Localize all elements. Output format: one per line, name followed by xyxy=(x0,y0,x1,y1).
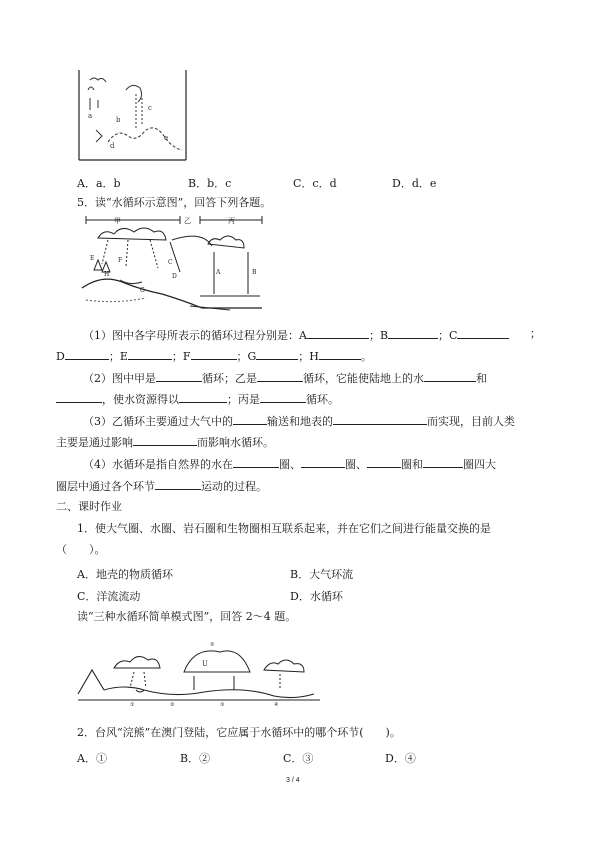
svg-text:D: D xyxy=(172,273,177,280)
svg-text:c: c xyxy=(148,104,152,112)
page-number: 3 / 4 xyxy=(286,777,300,784)
question-5-title: 5．读“水循环示意图”，回答下列各题。 xyxy=(77,196,272,209)
svg-text:③: ③ xyxy=(220,702,225,708)
q5-part4-line2: 圈层中通过各个环节 运动的过程。 xyxy=(56,480,267,493)
svg-text:②: ② xyxy=(170,702,175,708)
figure-water-cycle-diagram xyxy=(80,214,270,314)
q2-option-a: A．① xyxy=(77,752,107,765)
svg-text:U: U xyxy=(202,660,208,668)
svg-text:C: C xyxy=(168,259,173,266)
option-c: C．c．d xyxy=(293,177,337,190)
svg-text:①: ① xyxy=(130,702,135,708)
svg-text:G: G xyxy=(140,287,145,294)
svg-text:乙: 乙 xyxy=(184,217,191,225)
svg-text:B: B xyxy=(252,269,257,276)
question-2-stem: 2．台风“浣熊”在澳门登陆，它应属于水循环中的哪个环节( )。 xyxy=(77,726,401,739)
option-d: D．d．e xyxy=(392,177,437,190)
q1-option-d: D．水循环 xyxy=(290,590,343,603)
q5-part3-line1: （3）乙循环主要通过大气中的 输送和地表的 而实现，目前人类 xyxy=(83,415,515,428)
read-figure-instruction: 读“三种水循环简单模式图”，回答 2～4 题。 xyxy=(77,610,297,623)
q2-option-d: D．④ xyxy=(385,752,416,765)
svg-text:H: H xyxy=(104,271,110,278)
q5-part1-line2: D ；E ；F ；G ；H 。 xyxy=(56,350,372,363)
q5-part4-line1: （4）水循环是指自然界的水在 圈、 圈、 圈和 圈四大 xyxy=(83,458,496,471)
svg-text:④: ④ xyxy=(274,702,279,708)
svg-text:⑤: ⑤ xyxy=(210,642,215,648)
q1-option-c: C．洋流流动 xyxy=(77,590,141,603)
svg-text:F: F xyxy=(118,257,123,264)
svg-text:d: d xyxy=(110,142,115,150)
svg-text:A: A xyxy=(216,269,221,276)
svg-text:b: b xyxy=(116,116,121,124)
section-2-heading: 二、课时作业 xyxy=(56,500,122,513)
q5-part1-line1-end: ； xyxy=(530,327,541,340)
q2-option-b: B．② xyxy=(180,752,211,765)
q5-part3-line2: 主要是通过影响 而影响水循环。 xyxy=(56,436,274,449)
q1-option-a: A．地壳的物质循环 xyxy=(77,568,173,581)
svg-text:丙: 丙 xyxy=(228,217,235,225)
svg-text:E: E xyxy=(90,255,95,262)
q2-option-c: C．③ xyxy=(283,752,314,765)
figure-three-water-cycles xyxy=(74,632,324,710)
q5-part1-line1: （1）图中各字母所表示的循环过程分别是：A ；B ；C xyxy=(83,327,509,343)
question-1-bracket: （ ）。 xyxy=(56,543,106,556)
figure-partial-water-diagram xyxy=(78,70,190,162)
question-1-stem: 1．使大气圈、水圈、岩石圈和生物圈相互联系起来，并在它们之间进行能量交换的是 xyxy=(77,522,491,535)
q5-part2-line1: （2）图中甲是 循环；乙是 循环，它能使陆地上的水 和 xyxy=(83,372,487,385)
q5-part2-line2: ，使水资源得以 ；丙是 循环。 xyxy=(56,391,339,407)
svg-text:e: e xyxy=(164,134,169,142)
option-b: B．b．c xyxy=(188,177,232,190)
svg-text:甲: 甲 xyxy=(114,217,121,225)
q1-option-b: B．大气环流 xyxy=(290,568,354,581)
option-a: A．a．b xyxy=(77,177,121,190)
svg-text:a: a xyxy=(88,112,93,120)
